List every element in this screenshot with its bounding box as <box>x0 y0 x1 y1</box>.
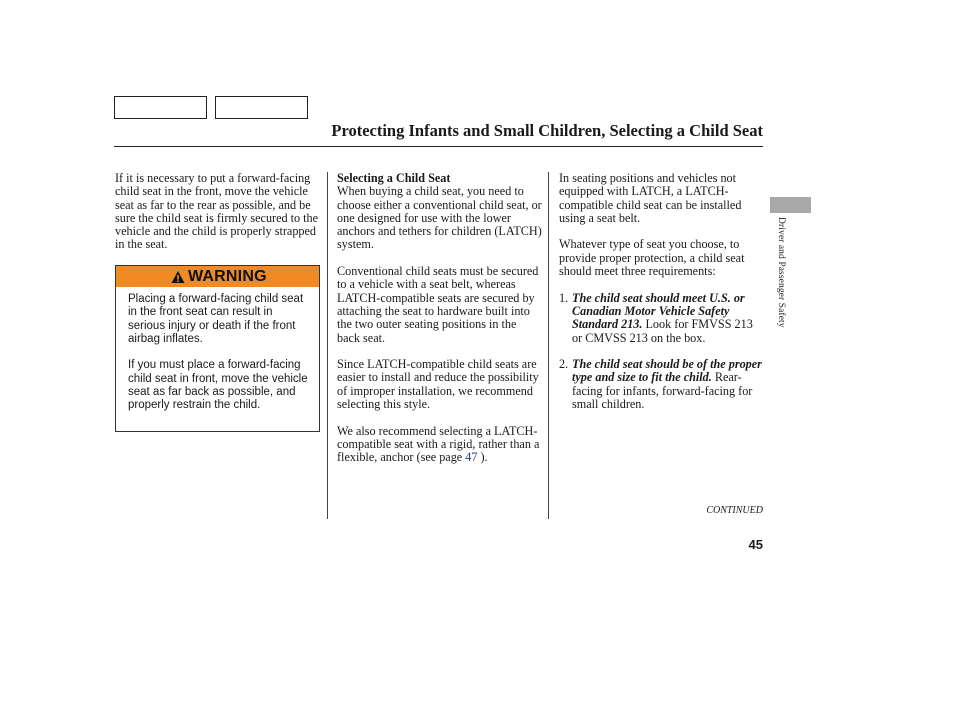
requirement-bold: The child seat should be of the proper type and size to fit the child. <box>572 357 762 385</box>
column-2 <box>337 172 542 478</box>
requirement-number: 1. <box>559 290 569 305</box>
requirement-item <box>559 292 764 345</box>
section-tab <box>770 197 811 213</box>
warning-header <box>116 266 319 287</box>
title-rule <box>114 146 763 147</box>
col2-p4-start: We also recommend selecting a LATCH-compatible seat with a rigid, rather than a flexible, anchor (see page <box>337 423 540 465</box>
warning-triangle-icon <box>171 270 185 284</box>
page-title: Protecting Infants and Small Children, Selecting a Child Seat <box>331 121 763 140</box>
col1-paragraph: If it is necessary to put a forward-facing child seat in the front, move the vehicle seat as far to the rear as possible, and be sure the child seat is firmly secured to the vehicle and the child is properly strapped in the seat. <box>115 171 319 252</box>
column-1 <box>115 172 320 265</box>
column-divider-1 <box>327 172 328 519</box>
column-3 <box>559 172 764 425</box>
section-label: Driver and Passenger Safety <box>776 217 786 328</box>
nav-tab-2[interactable] <box>215 96 308 119</box>
col3-paragraph-2: Whatever type of seat you choose, to provide proper protection, a child seat should meet three requirements: <box>559 237 745 279</box>
requirement-text: Look for FMVSS 213 or CMVSS 213 on the box. <box>572 317 753 345</box>
col2-p4-end: ). <box>477 450 488 465</box>
warning-box <box>115 265 320 432</box>
warning-paragraph-2: If you must place a forward-facing child seat in front, move the vehicle seat as far back as possible, and properly restrain the child. <box>128 359 308 412</box>
page-reference-link[interactable]: 47 <box>465 450 478 465</box>
col2-paragraph-4 <box>337 425 542 465</box>
warning-title: WARNING <box>188 267 267 285</box>
section-heading: Selecting a Child Seat <box>337 171 451 185</box>
warning-body <box>128 293 308 426</box>
page-number: 45 <box>748 537 763 552</box>
requirement-item <box>559 358 764 411</box>
column-divider-2 <box>548 172 549 519</box>
col2-paragraph-1: When buying a child seat, you need to choose either a conventional child seat, or one designed for use with the lower anchors and tethers for children (LATCH) system. <box>337 184 542 252</box>
requirement-number: 2. <box>559 357 569 372</box>
continued-label: CONTINUED <box>706 505 763 516</box>
col2-paragraph-3: Since LATCH-compatible child seats are easier to install and reduce the possibility of improper installation, we recommend selecting this style. <box>337 357 539 412</box>
col3-paragraph-1: In seating positions and vehicles not equipped with LATCH, a LATCH-compatible child seat can be installed using a seat belt. <box>559 171 742 225</box>
nav-tab-1[interactable] <box>114 96 207 119</box>
warning-paragraph-1: Placing a forward-facing child seat in the front seat can result in serious injury or death if the front airbag inflates. <box>128 293 304 345</box>
requirement-bold: The child seat should meet U.S. or Canadian Motor Vehicle Safety Standard 213. <box>572 290 745 332</box>
requirement-text: Rear-facing for infants, forward-facing for small children. <box>572 370 753 412</box>
col2-paragraph-2: Conventional child seats must be secured to a vehicle with a seat belt, whereas LATCH-compatible seats are secured by attaching the seat to hardware built into the two outer seating positions in the back seat. <box>337 264 539 345</box>
